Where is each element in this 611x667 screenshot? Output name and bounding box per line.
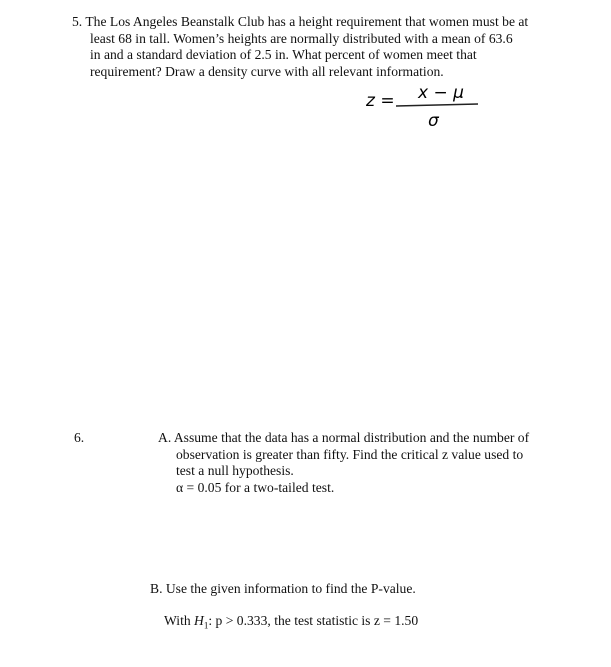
q5-line-3: in and a standard deviation of 2.5 in. What percent of women meet that — [90, 47, 477, 62]
formula-numerator: x − μ — [418, 84, 464, 103]
q6b-line-1: B. Use the given information to find the P-value. — [150, 581, 416, 596]
q6a-line-3: test a null hypothesis. — [176, 463, 294, 478]
question-6-part-a — [158, 430, 558, 496]
fraction-bar — [396, 104, 478, 106]
handwritten-z-formula — [366, 84, 506, 134]
q6a-line-2: observation is greater than fifty. Find the critical z value used to — [176, 446, 524, 462]
q6a-alpha-line: α = 0.05 for a two-tailed test. — [176, 479, 335, 495]
q5-line-1: 5. The Los Angeles Beanstalk Club has a height requirement that women must be at — [72, 14, 529, 29]
question-5 — [72, 14, 552, 80]
q5-line-4: requirement? Draw a density curve with all relevant information. — [90, 63, 444, 79]
h-subscript: 1 — [203, 620, 209, 631]
q6-number: 6. — [74, 430, 85, 445]
h-symbol: H — [194, 613, 204, 628]
q5-number: 5. — [72, 14, 83, 29]
q6b-line-2: With $H_1$: p > 0.333, the test statistic is z = 1.50 — [164, 613, 419, 631]
formula-lhs: z = — [366, 91, 395, 111]
q6a-line-1: A. Assume that the data has a normal distribution and the number of — [158, 430, 530, 445]
formula-denominator: σ — [428, 111, 439, 131]
q5-line-2: least 68 in tall. Women’s heights are normally distributed with a mean of 63.6 — [90, 30, 513, 46]
